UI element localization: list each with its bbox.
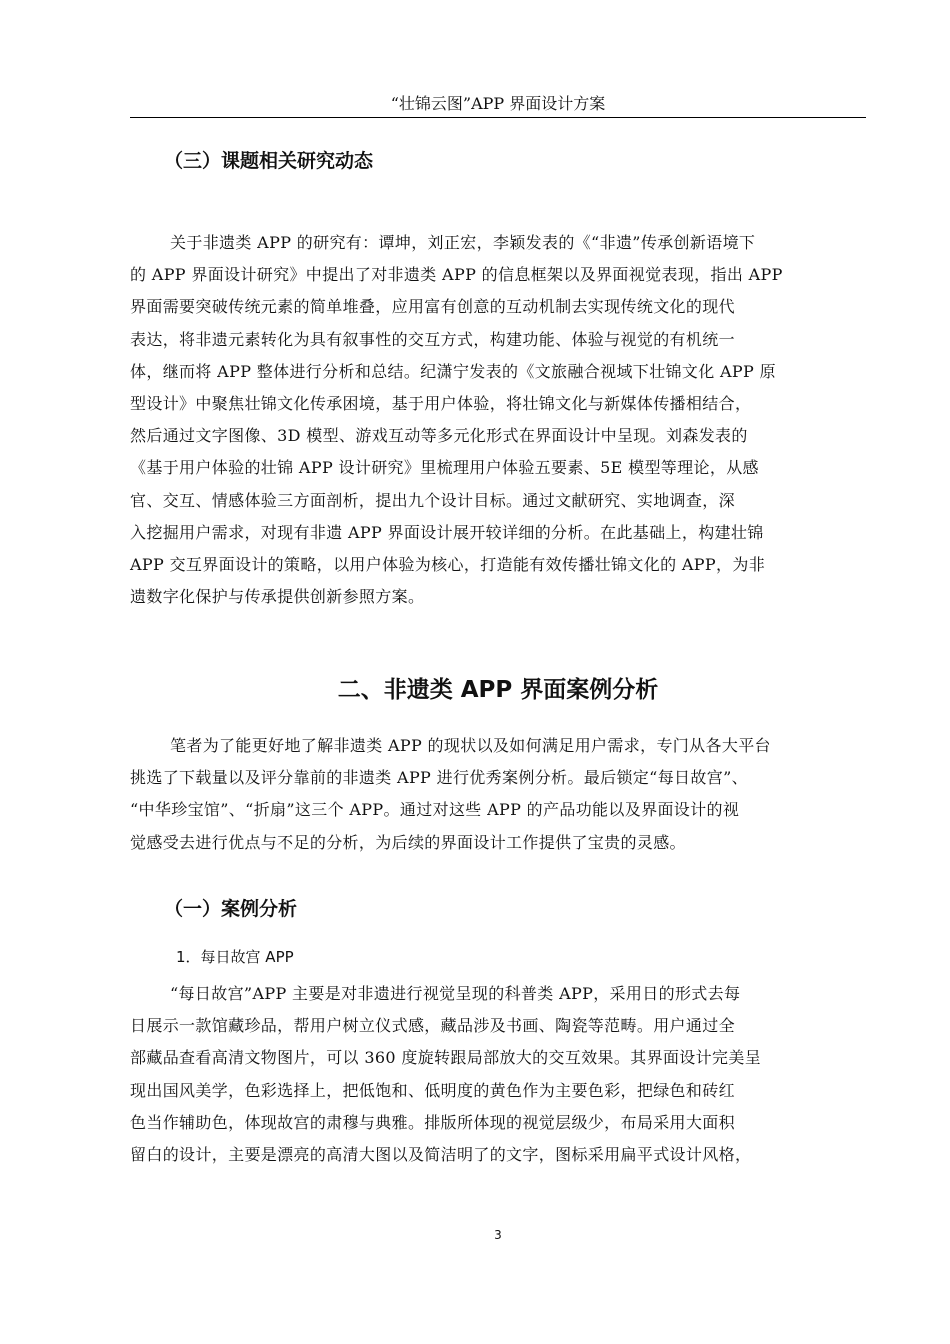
paragraph-line: APP 交互界面设计的策略，以用户体验为核心，打造能有效传播壮锦文化的 APP，为非 (130, 554, 766, 574)
paragraph-line: 表达，将非遗元素转化为具有叙事性的交互方式，构建功能、体验与视觉的有机统一 (130, 329, 735, 349)
paragraph-line: 官、交互、情感体验三方面剖析，提出九个设计目标。通过文献研究、实地调查，深 (130, 490, 735, 510)
paragraph-research-trends (130, 227, 866, 613)
paragraph-line: 关于非遗类 APP 的研究有：谭坤，刘正宏，李颖发表的《“非遗”传承创新语境下 (170, 233, 756, 252)
paragraph-line: 部藏品查看高清文物图片，可以 360 度旋转跟局部放大的交互效果。其界面设计完美呈 (130, 1048, 762, 1068)
paragraph-daily-palace (130, 978, 866, 1171)
page-number: 3 (494, 1228, 502, 1242)
paragraph-line: 界面需要突破传统元素的简单堆叠，应用富有创意的互动机制去实现传统文化的现代 (130, 297, 735, 317)
chapter-heading-case-analysis: 二、非遗类 APP 界面案例分析 (337, 677, 659, 703)
paragraph-line: 入挖掘用户需求，对现有非遗 APP 界面设计展开较详细的分析。在此基础上，构建壮锦 (130, 522, 764, 542)
paragraph-line: 笔者为了能更好地了解非遗类 APP 的现状以及如何满足用户需求，专门从各大平台 (170, 736, 771, 755)
paragraph-line: 挑选了下载量以及评分靠前的非遗类 APP 进行优秀案例分析。最后锁定“每日故宫”、 (130, 768, 748, 788)
paragraph-line: 型设计》中聚焦壮锦文化传承困境，基于用户体验，将壮锦文化与新媒体传播相结合， (130, 393, 752, 413)
paragraph-line: 日展示一款馆藏珍品，帮用户树立仪式感，藏品涉及书画、陶瓷等范畴。用户通过全 (130, 1016, 735, 1036)
paragraph-line: 遗数字化保护与传承提供创新参照方案。 (130, 587, 425, 607)
paragraph-line: 《基于用户体验的壮锦 APP 设计研究》里梳理用户体验五要素、5E 模型等理论，从感 (130, 458, 759, 478)
paragraph-chapter-intro (130, 730, 866, 859)
paragraph-line: 的 APP 界面设计研究》中提出了对非遗类 APP 的信息框架以及界面视觉表现，指出 APP (130, 265, 783, 285)
paragraph-line: 觉感受去进行优点与不足的分析，为后续的界面设计工作提供了宝贵的灵感。 (130, 832, 686, 852)
paragraph-line: 体，继而将 APP 整体进行分析和总结。纪潇宁发表的《文旅融合视域下壮锦文化 APP 原 (130, 361, 776, 381)
header-rule (130, 117, 866, 118)
paragraph-line: 留白的设计，主要是漂亮的高清大图以及简洁明了的文字，图标采用扁平式设计风格， (130, 1144, 752, 1164)
paragraph-line: “中华珍宝馆”、“折扇”这三个 APP。通过对这些 APP 的产品功能以及界面设计的视 (130, 800, 740, 820)
paragraph-line: 现出国风美学，色彩选择上，把低饱和、低明度的黄色作为主要色彩，把绿色和砖红 (130, 1080, 735, 1100)
paragraph-line: 色当作辅助色，体现故宫的肃穆与典雅。排版所体现的视觉层级少，布局采用大面积 (130, 1112, 735, 1132)
paragraph-line: 然后通过文字图像、3D 模型、游戏互动等多元化形式在界面设计中呈现。刘森发表的 (130, 426, 748, 446)
running-header: “壮锦云图”APP 界面设计方案 (390, 94, 606, 113)
section-heading-research-trends: （三）课题相关研究动态 (164, 150, 374, 172)
subheading-daily-palace-app: 1．每日故宫 APP (176, 948, 294, 966)
section-heading-case-analysis: （一）案例分析 (164, 898, 298, 920)
paragraph-line: “每日故宫”APP 主要是对非遗进行视觉呈现的科普类 APP，采用日的形式去每 (170, 984, 741, 1003)
